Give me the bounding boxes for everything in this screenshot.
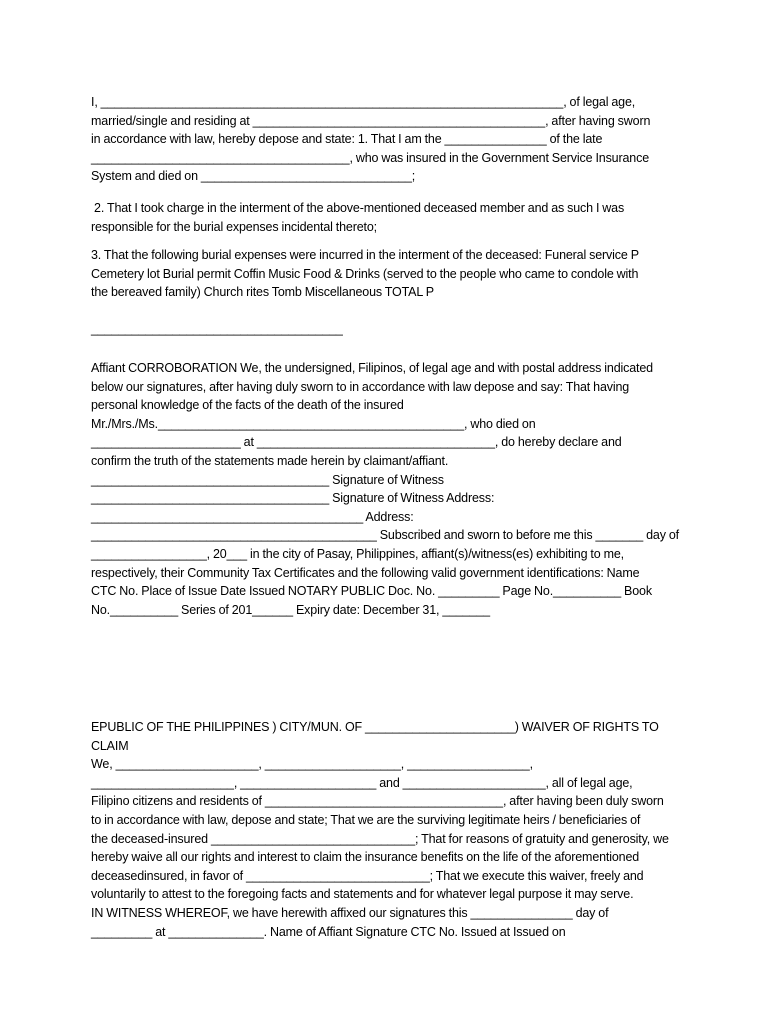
text-line: ______________________________________, who was insured in the Government Service Insurance	[91, 150, 649, 165]
text-line: the bereaved family) Church rites Tomb Miscellaneous TOTAL P	[91, 285, 434, 300]
text-line: System and died on _______________________________;	[91, 169, 416, 184]
text-line: ___________________________________ Signature of Witness	[91, 472, 444, 487]
text-line: responsible for the burial expenses incidental thereto;	[91, 219, 377, 234]
text-line: EPUBLIC OF THE PHILIPPINES ) CITY/MUN. OF ______________________) WAIVER OF RIGHTS TO CLAIM	[91, 720, 662, 753]
text-line: No.__________ Series of 201______ Expiry date: December 31, _______	[91, 602, 490, 617]
text-line: __________________________________________ Subscribed and sworn to before me this _______ day of	[91, 528, 679, 543]
text-line: _____________________, ____________________ and _____________________, all of legal age,	[91, 775, 633, 790]
waiver-paragraph	[91, 718, 681, 941]
text-line: Mr./Mrs./Ms._____________________________________________, who died on	[91, 416, 536, 431]
text-line: 3. That the following burial expenses were incurred in the interment of the deceased: Funeral service P	[91, 248, 639, 262]
text-line: Affiant CORROBORATION We, the undersigned, Filipinos, of legal age and with postal address indicated	[91, 361, 653, 375]
text-line: Filipino citizens and residents of ___________________________________, after having been duly sworn	[91, 794, 664, 809]
text-line: in accordance with law, hereby depose and state: 1. That I am the _______________ of the late	[91, 132, 603, 147]
text-line: _________ at ______________. Name of Affiant Signature CTC No. Issued at Issued on	[91, 924, 566, 939]
text-line: ________________________________________ Address:	[91, 509, 414, 524]
text-line	[91, 302, 681, 321]
text-line: personal knowledge of the facts of the death of the insured	[91, 398, 404, 413]
text-line: 2. That I took charge in the interment of the above-mentioned deceased member and as such I was	[91, 201, 625, 215]
text-line: ______________________ at ___________________________________, do hereby declare and	[91, 435, 622, 450]
text-line: to in accordance with law, depose and state; That we are the surviving legitimate heirs / beneficiaries of	[91, 812, 641, 827]
corroboration-paragraph	[91, 359, 681, 619]
text-line: We, _____________________, ____________________, __________________,	[91, 757, 533, 772]
text-line: _____________________________________	[91, 322, 343, 337]
affidavit-intro-paragraph	[91, 93, 681, 186]
text-line: Cemetery lot Burial permit Coffin Music Food & Drinks (served to the people who came to condole with	[91, 266, 639, 281]
text-line: respectively, their Community Tax Certificates and the following valid government identifications: Name	[91, 565, 640, 580]
text-line: CTC No. Place of Issue Date Issued NOTARY PUBLIC Doc. No. _________ Page No.__________ Book	[91, 584, 652, 599]
text-line: confirm the truth of the statements made herein by claimant/affiant.	[91, 453, 449, 468]
text-line: IN WITNESS WHEREOF, we have herewith affixed our signatures this _______________ day of	[91, 905, 609, 920]
text-line: deceasedinsured, in favor of ___________________________; That we execute this waiver, freely and	[91, 868, 644, 883]
text-line: voluntarily to attest to the foregoing facts and statements and for whatever legal purpose it may serve.	[91, 887, 634, 902]
text-line: the deceased-insured ______________________________; That for reasons of gratuity and generosity, we	[91, 831, 669, 846]
text-line: hereby waive all our rights and interest to claim the insurance benefits on the life of the aforementioned	[91, 850, 640, 865]
burial-charge-paragraph	[91, 199, 681, 236]
text-line: below our signatures, after having duly sworn to in accordance with law depose and say: That having	[91, 379, 630, 394]
text-line: ___________________________________ Signature of Witness Address:	[91, 491, 495, 506]
text-line: married/single and residing at ___________________________________________, after having sworn	[91, 113, 651, 128]
burial-expenses-paragraph	[91, 246, 681, 339]
text-line: I, ____________________________________________________________________, of legal age,	[91, 95, 636, 109]
text-line: _________________, 20___ in the city of Pasay, Philippines, affiant(s)/witness(es) exhibiting to me,	[91, 546, 624, 561]
